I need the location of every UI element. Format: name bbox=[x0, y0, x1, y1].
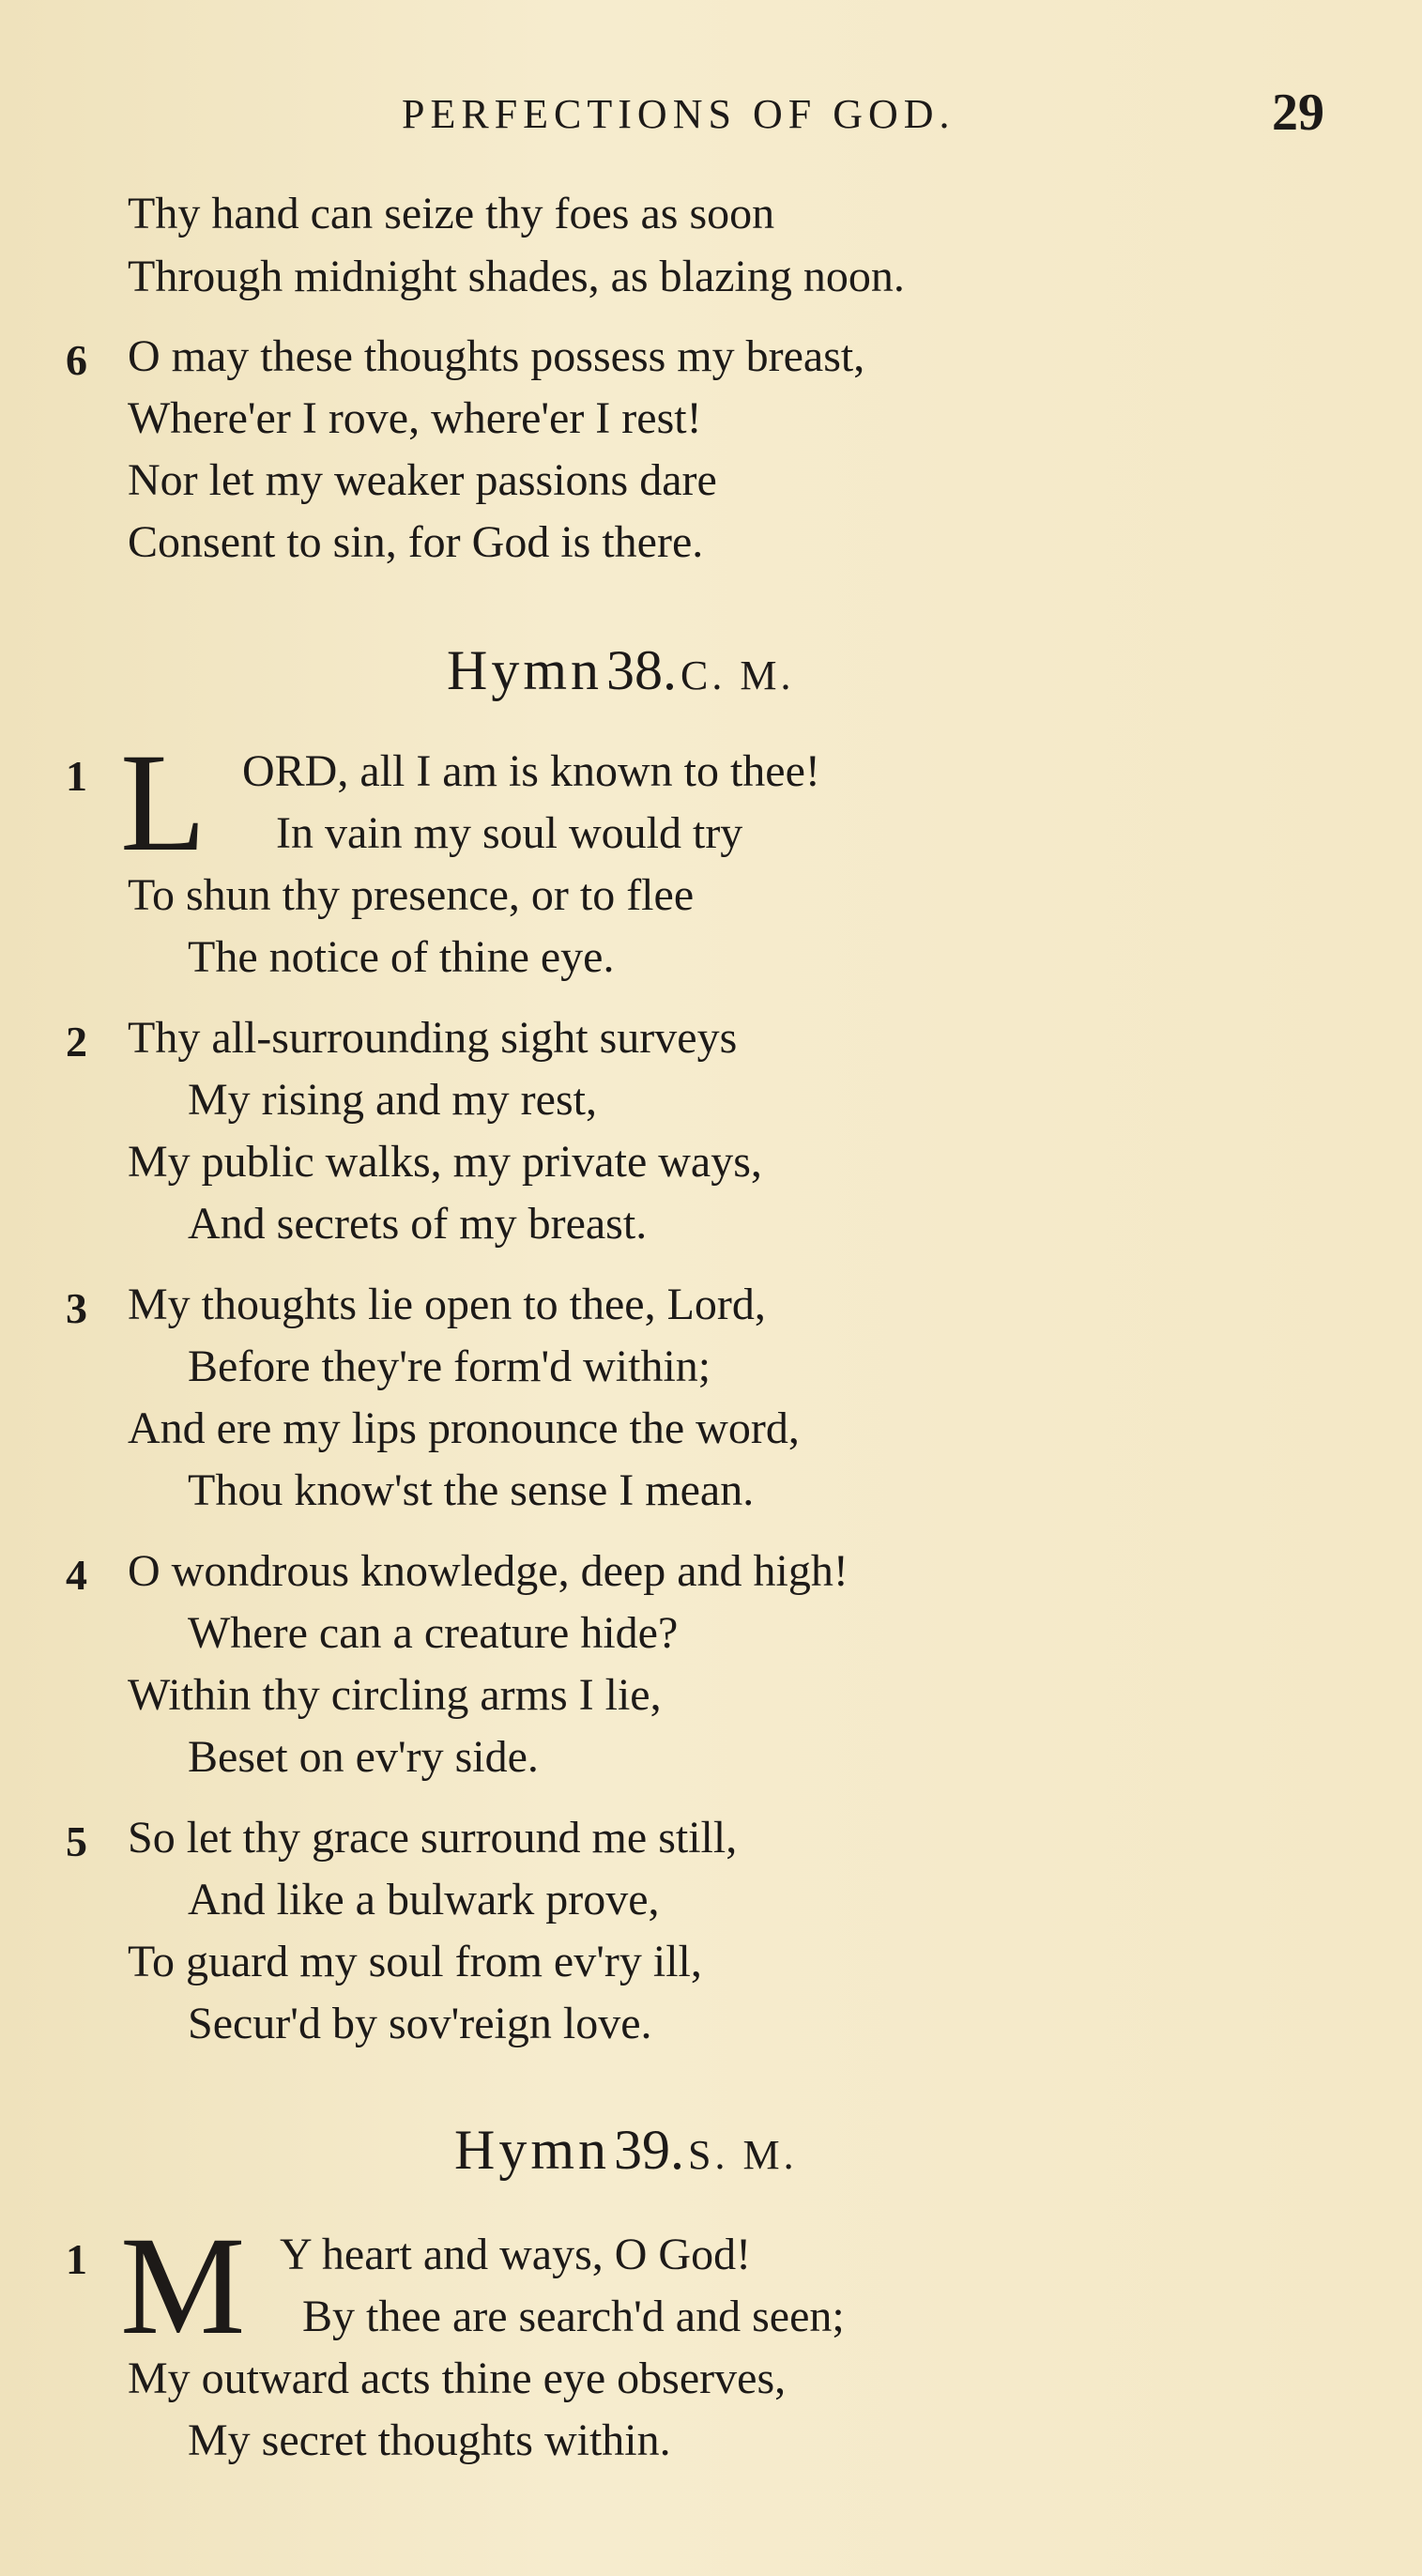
drop-cap: L bbox=[120, 725, 206, 881]
verse-line: Where can a creature hide? bbox=[188, 1608, 679, 1658]
verse-line: Before they're form'd within; bbox=[188, 1342, 711, 1391]
verse-number: 4 bbox=[66, 1551, 87, 1599]
verse-line: Y heart and ways, O God! bbox=[280, 2230, 752, 2279]
verse-number: 6 bbox=[66, 336, 87, 384]
hymn-word: Hymn bbox=[454, 2119, 610, 2181]
drop-cap: M bbox=[120, 2208, 246, 2364]
verse-line: Beset on ev'ry side. bbox=[188, 1732, 539, 1782]
hymn-number: 39. bbox=[614, 2119, 684, 2181]
verse-line: Secur'd by sov'reign love. bbox=[188, 1999, 652, 2048]
hymn-number: 38. bbox=[606, 639, 677, 701]
verse-number: 5 bbox=[66, 1817, 87, 1865]
hymn-word: Hymn bbox=[447, 639, 603, 701]
verse-line: To shun thy presence, or to flee bbox=[128, 870, 695, 920]
page-number: 29 bbox=[1272, 84, 1324, 142]
verse-line: By thee are search'd and seen; bbox=[302, 2292, 845, 2341]
verse-line: And secrets of my breast. bbox=[188, 1199, 648, 1249]
hymn-meter: C. M. bbox=[680, 652, 795, 698]
verse-line: Nor let my weaker passions dare bbox=[128, 455, 717, 505]
continuation-line-1: Thy hand can seize thy foes as soon bbox=[128, 189, 775, 238]
verse-line: My thoughts lie open to thee, Lord, bbox=[128, 1280, 766, 1329]
continuation-line-2: Through midnight shades, as blazing noon. bbox=[128, 252, 905, 301]
verse-line: My secret thoughts within. bbox=[188, 2415, 671, 2465]
verse-line: In vain my soul would try bbox=[276, 808, 743, 858]
verse-line: To guard my soul from ev'ry ill, bbox=[128, 1937, 702, 1986]
verse-number: 3 bbox=[66, 1284, 87, 1332]
verse-number: 2 bbox=[66, 1018, 87, 1066]
verse-line: Consent to sin, for God is there. bbox=[128, 517, 704, 567]
verse-number: 1 bbox=[66, 752, 87, 800]
verse-line: ORD, all I am is known to thee! bbox=[242, 746, 820, 796]
verse-line: My public walks, my private ways, bbox=[128, 1137, 762, 1187]
verse-line: Thy all-surrounding sight surveys bbox=[128, 1013, 738, 1063]
verse-line: Within thy circling arms I lie, bbox=[128, 1670, 662, 1720]
verse-line: And like a bulwark prove, bbox=[188, 1875, 660, 1924]
running-header: PERFECTIONS OF GOD. bbox=[402, 91, 956, 137]
verse-line: O wondrous knowledge, deep and high! bbox=[128, 1546, 849, 1596]
verse-line: And ere my lips pronounce the word, bbox=[128, 1403, 800, 1453]
hymn-38-title bbox=[447, 638, 794, 703]
verse-line: My outward acts thine eye observes, bbox=[128, 2354, 787, 2403]
hymn-39-title bbox=[454, 2118, 798, 2183]
verse-line: So let thy grace surround me still, bbox=[128, 1813, 738, 1863]
verse-line: Thou know'st the sense I mean. bbox=[188, 1465, 755, 1515]
verse-line: My rising and my rest, bbox=[188, 1075, 597, 1125]
verse-line: O may these thoughts possess my breast, bbox=[128, 331, 865, 381]
verse-line: Where'er I rove, where'er I rest! bbox=[128, 393, 702, 443]
verse-number: 1 bbox=[66, 2235, 87, 2283]
verse-line: The notice of thine eye. bbox=[188, 932, 615, 982]
hymn-meter: S. M. bbox=[688, 2132, 798, 2178]
